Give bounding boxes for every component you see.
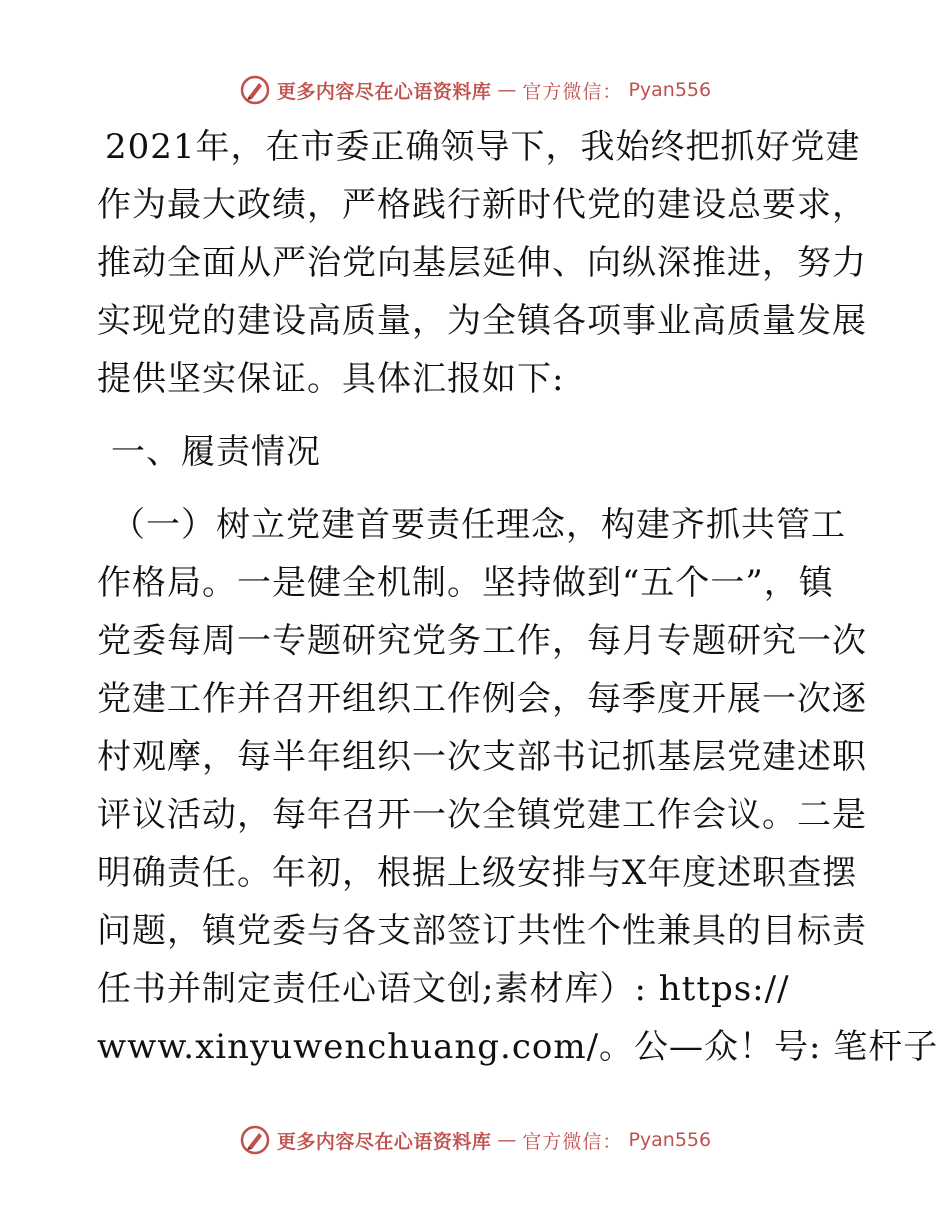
- pen-nib-logo-icon: [239, 1124, 271, 1156]
- paragraph-line: 任书并制定责任心语文创;素材库）: https://: [97, 969, 790, 1009]
- paragraph-line: 党委每周一专题研究党务工作，每月专题研究一次: [97, 621, 867, 661]
- paragraph-line: 党建工作并召开组织工作例会，每季度开展一次逐: [97, 679, 867, 719]
- paragraph-line: 2021年，在市委正确领导下，我始终把抓好党建: [105, 127, 861, 167]
- banner-title: 更多内容尽在心语资料库: [276, 1130, 492, 1153]
- document-body: [97, 118, 939, 1076]
- header-banner: [0, 70, 950, 110]
- banner-dash: —: [497, 1129, 517, 1151]
- paragraph-line: 推动全面从严治党向基层延伸、向纵深推进，努力: [97, 243, 867, 283]
- paragraph-line: 村观摩，每半年组织一次支部书记抓基层党建述职: [97, 737, 867, 777]
- paragraph-line: 提供坚实保证。具体汇报如下:: [97, 359, 565, 399]
- banner-wechat-id: Pyan556: [628, 1129, 712, 1151]
- paragraph-line: 作为最大政绩，严格践行新时代党的建设总要求，: [97, 185, 867, 225]
- pen-nib-logo-icon: [239, 74, 271, 106]
- footer-banner: [0, 1120, 950, 1160]
- banner-title: 更多内容尽在心语资料库: [276, 80, 492, 103]
- section-heading: 一、履责情况: [111, 432, 321, 472]
- banner-wechat-id: Pyan556: [628, 79, 712, 101]
- paragraph-line: 实现党的建设高质量，为全镇各项事业高质量发展: [97, 301, 867, 341]
- paragraph-line: 评议活动，每年召开一次全镇党建工作会议。二是: [97, 795, 867, 835]
- banner-wechat-label: 官方微信：: [522, 80, 623, 103]
- paragraph-line: 作格局。一是健全机制。坚持做到“五个一”，镇: [97, 563, 834, 603]
- paragraph-line: www.xinyuwenchuang.com/。公—众！号: 笔杆子: [97, 1027, 939, 1067]
- banner-dash: —: [497, 79, 517, 101]
- banner-wechat-label: 官方微信：: [522, 1130, 623, 1153]
- paragraph-line: 问题，镇党委与各支部签订共性个性兼具的目标责: [97, 911, 867, 951]
- paragraph-line: 明确责任。年初，根据上级安排与X年度述职查摆: [97, 853, 858, 893]
- paragraph-line: （一）树立党建首要责任理念，构建齐抓共管工: [111, 505, 846, 545]
